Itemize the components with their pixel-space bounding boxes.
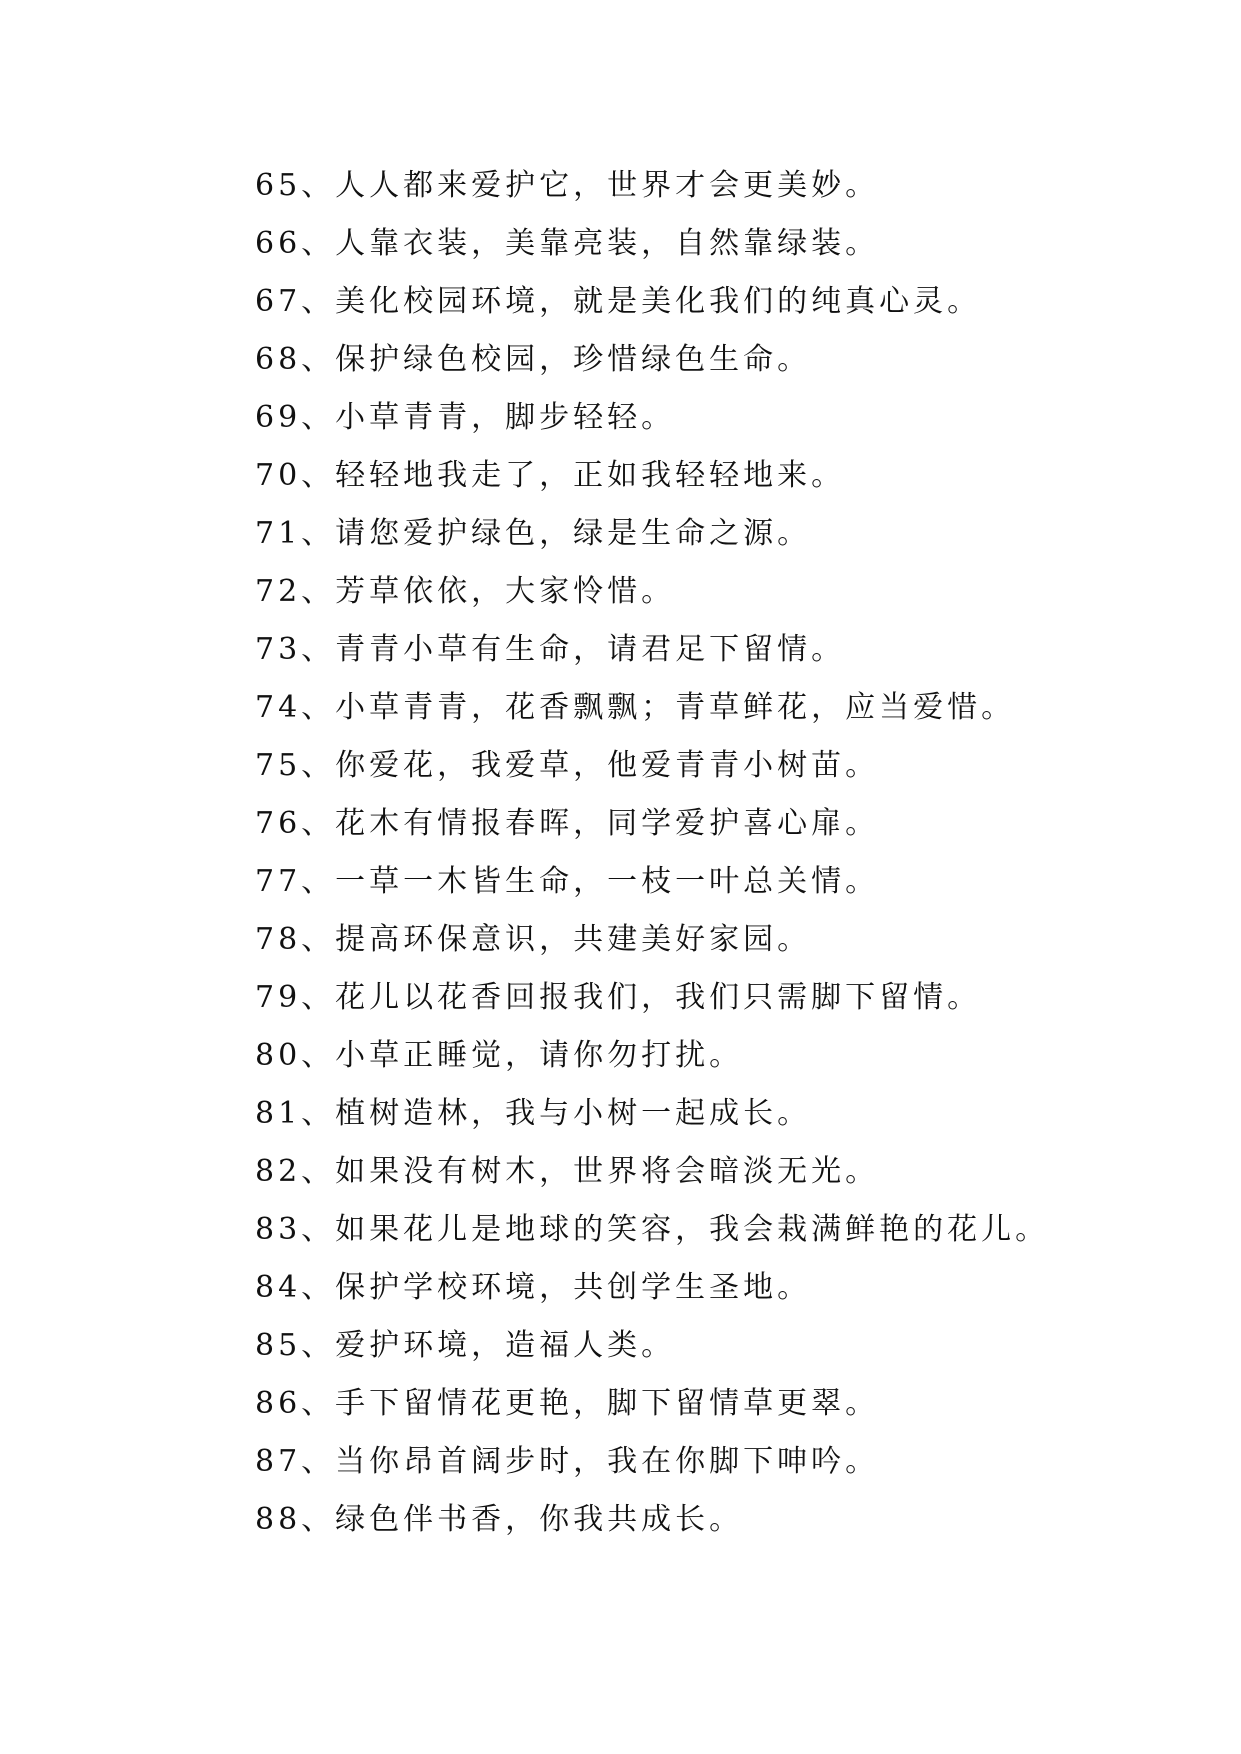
list-item: 81、植树造林，我与小树一起成长。 xyxy=(255,1096,812,1131)
list-item: 87、当你昂首阔步时，我在你脚下呻吟。 xyxy=(255,1444,880,1479)
list-item: 74、小草青青，花香飘飘；青草鲜花，应当爱惜。 xyxy=(255,690,1016,725)
list-item: 86、手下留情花更艳，脚下留情草更翠。 xyxy=(255,1386,880,1421)
list-item: 84、保护学校环境，共创学生圣地。 xyxy=(255,1270,812,1305)
list-item: 78、提高环保意识，共建美好家园。 xyxy=(255,922,812,957)
list-item: 72、芳草依依，大家怜惜。 xyxy=(255,574,676,609)
list-item: 79、花儿以花香回报我们，我们只需脚下留情。 xyxy=(255,980,982,1015)
slogan-list xyxy=(255,157,1049,1549)
list-item: 68、保护绿色校园，珍惜绿色生命。 xyxy=(255,342,812,377)
list-item: 76、花木有情报春晖，同学爱护喜心扉。 xyxy=(255,806,880,841)
list-item: 85、爱护环境，造福人类。 xyxy=(255,1328,676,1363)
list-item: 83、如果花儿是地球的笑容，我会栽满鲜艳的花儿。 xyxy=(255,1212,1050,1247)
list-item: 77、一草一木皆生命，一枝一叶总关情。 xyxy=(255,864,880,899)
list-item: 70、轻轻地我走了，正如我轻轻地来。 xyxy=(255,458,846,493)
list-item: 71、请您爱护绿色，绿是生命之源。 xyxy=(255,516,812,551)
list-item: 75、你爱花，我爱草，他爱青青小树苗。 xyxy=(255,748,880,783)
list-item: 65、人人都来爱护它，世界才会更美妙。 xyxy=(255,168,880,203)
list-item: 73、青青小草有生命，请君足下留情。 xyxy=(255,632,846,667)
list-item: 80、小草正睡觉，请你勿打扰。 xyxy=(255,1038,744,1073)
list-item: 82、如果没有树木，世界将会暗淡无光。 xyxy=(255,1154,880,1189)
list-item: 88、绿色伴书香，你我共成长。 xyxy=(255,1502,744,1537)
list-item: 67、美化校园环境，就是美化我们的纯真心灵。 xyxy=(255,284,982,319)
list-item: 66、人靠衣装，美靠亮装，自然靠绿装。 xyxy=(255,226,880,261)
list-item: 69、小草青青，脚步轻轻。 xyxy=(255,400,676,435)
